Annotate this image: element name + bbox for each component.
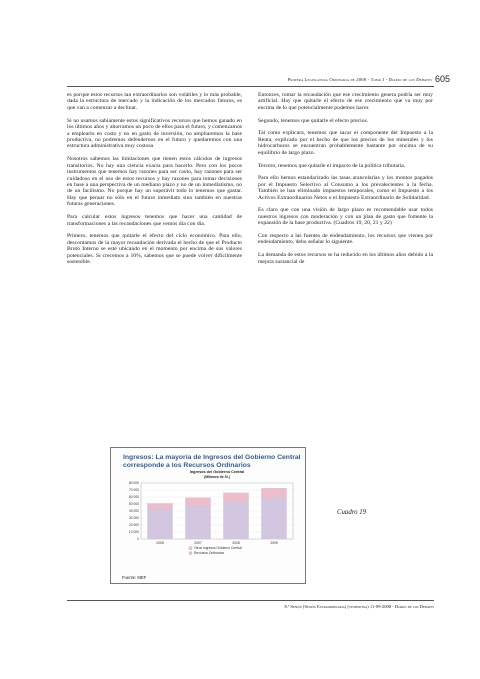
paragraph: Tal como explicara, tenemos que sacar el componente del Impuesto a la Renta, explicado por el hecho de que los precios de los minerales y los hidrocarburos se encuentran probablemente bastante por encima de su equilibrio de largo plazo. [258, 130, 433, 156]
figure-heading: Ingresos: La mayoría de Ingresos del Gobierno Central corresponde a los Recursos Ordinarios [123, 454, 301, 469]
paragraph: es porque estos recursos tan extraordinarios son volátiles y lo más probable, dada la estructura de mercado y la indicación de los mercados futuros, es que van a comenzar a declinar. [67, 92, 242, 111]
page-number: 605 [435, 74, 451, 84]
paragraph: Entonces, tomar la recaudación que ese crecimiento genera podría ser muy artificial. Hay que quitarle el efecto de ese crecimiento que va muy por encima de lo que potencialmente podemos hacer. [258, 92, 433, 111]
footer-rule [67, 600, 434, 601]
legend-swatch [189, 547, 192, 550]
bar-segment [261, 498, 286, 539]
header-rule [67, 86, 434, 87]
y-tick-label: 30 000 [128, 516, 139, 521]
y-tick-label: 60 000 [128, 495, 139, 500]
paragraph: Para ello hemos estandarizado las tasas arancelarias y los montos pagados por el Impuesto Selectivo al Consumo a los prevalecientes a la fecha. También se han eliminado impuestos temporales, como el Impuesto a los Activos Extraordinarios Netos o el Impuesto Extraordinario de Solidaridad. [258, 175, 433, 201]
legend-label: Recursos Ordinarios [194, 551, 225, 555]
chart-title: Ingresos del Gobierno Central [189, 470, 245, 474]
x-tick-label: 2008 [232, 541, 240, 545]
paragraph: La demanda de estos recursos se ha reducido en los últimos años debido a la mejora sustancial de [258, 252, 433, 265]
y-tick-label: 0 [137, 537, 139, 542]
y-tick-label: 50 000 [128, 502, 139, 507]
x-tick-label: 2006 [156, 541, 164, 545]
figure-caption: Cuadro 19 [337, 509, 367, 516]
paragraph: Segundo, tenemos que quitarle el efecto precios. [258, 117, 369, 124]
running-footer: 8.ª Sesión (Sesión Extraordinaria) (vespertina) 11-09-2008 - Diario de los Debates [284, 604, 434, 609]
chart-subtitle: (Millones de S/.) [204, 475, 230, 479]
paragraph: Con respecto a las fuentes de endeudamiento, los recursos que vienen por endeudamiento, debo señalar lo siguiente. [258, 233, 433, 246]
x-tick-label: 2009 [270, 541, 278, 545]
bar-chart [111, 448, 307, 585]
y-tick-label: 10 000 [128, 530, 139, 535]
paragraph: Nosotros sabemos las limitaciones que tienen estos cálculos de ingresos transitorios. No hay una ciencia exacta para hacerlo. Pero con los pocos instrumentos que tenemos hay razones para ser cauto, hay razones para ser cuidadoso en el uso de estos recursos y hay razones para tomar decisiones en base a una perspectiva de un mediano plazo y no de un inmediatismo, no de un facilismo. No porque hay un superávit todo lo tenemos que gastar. Hay que pensar no sólo en el futuro inmediato sino también en nuestras futuras generaciones. [67, 156, 242, 208]
figure-box [110, 447, 306, 584]
paragraph: Si no usamos sabiamente estos significativos recursos que hemos ganado en los últimos años y ahorramos un poco de ellos para el futuro, y comenzamos a emplearlo en costo y no en gasto de inversión, no ampliaremos la base productiva, no podremos defendernos en el futuro y quedaremos con una estructura administrativa muy costosa. [67, 117, 242, 150]
legend-swatch [189, 552, 192, 555]
y-tick-label: 20 000 [128, 523, 139, 528]
figure-source: Fuente: MEF [122, 575, 147, 580]
paragraph: Primero, tenemos que quitarle el efecto del ciclo económico. Para ello, descontamos de la mayor recaudación derivada el hecho de que el Producto Bruto Interno se esté ubicando en el momento por encima de sus valores potenciales. Si crecemos a 10%, sabemos que se puede volver difícilmente sostenible. [67, 233, 242, 266]
bar-segment [223, 493, 248, 502]
x-tick-label: 2007 [194, 541, 202, 545]
paragraph: Es claro que con una visión de largo plazo es recomendable usar todos nuestros ingresos con moderación y con un plan de gasto que fomente la expansión de la base productiva. (Cuadros 19, 20, 21 y 22) [258, 207, 433, 227]
bar-segment [185, 498, 210, 506]
bar-segment [185, 506, 210, 539]
bar-segment [147, 503, 172, 509]
bar-segment [223, 502, 248, 539]
running-header: Primera Legislatura Ordinaria de 2008 - Tomo I - Diario de los Debates [287, 77, 432, 82]
right-text-column [258, 92, 433, 271]
bar-segment [261, 488, 286, 498]
bar-segment [147, 510, 172, 539]
left-text-column [67, 92, 242, 272]
paragraph: Tercero, tenemos que quitarle el impacto de la política tributaria. [258, 162, 406, 169]
y-tick-label: 40 000 [128, 509, 139, 514]
y-tick-label: 70 000 [128, 488, 139, 493]
paragraph: Para calcular estos ingresos tenemos que hacer una cantidad de transformaciones a las recaudaciones que vemos día con día. [67, 214, 242, 227]
y-tick-label: 80 000 [128, 481, 139, 486]
legend-label: Otros Ingresos Gobierno Central [194, 546, 242, 550]
